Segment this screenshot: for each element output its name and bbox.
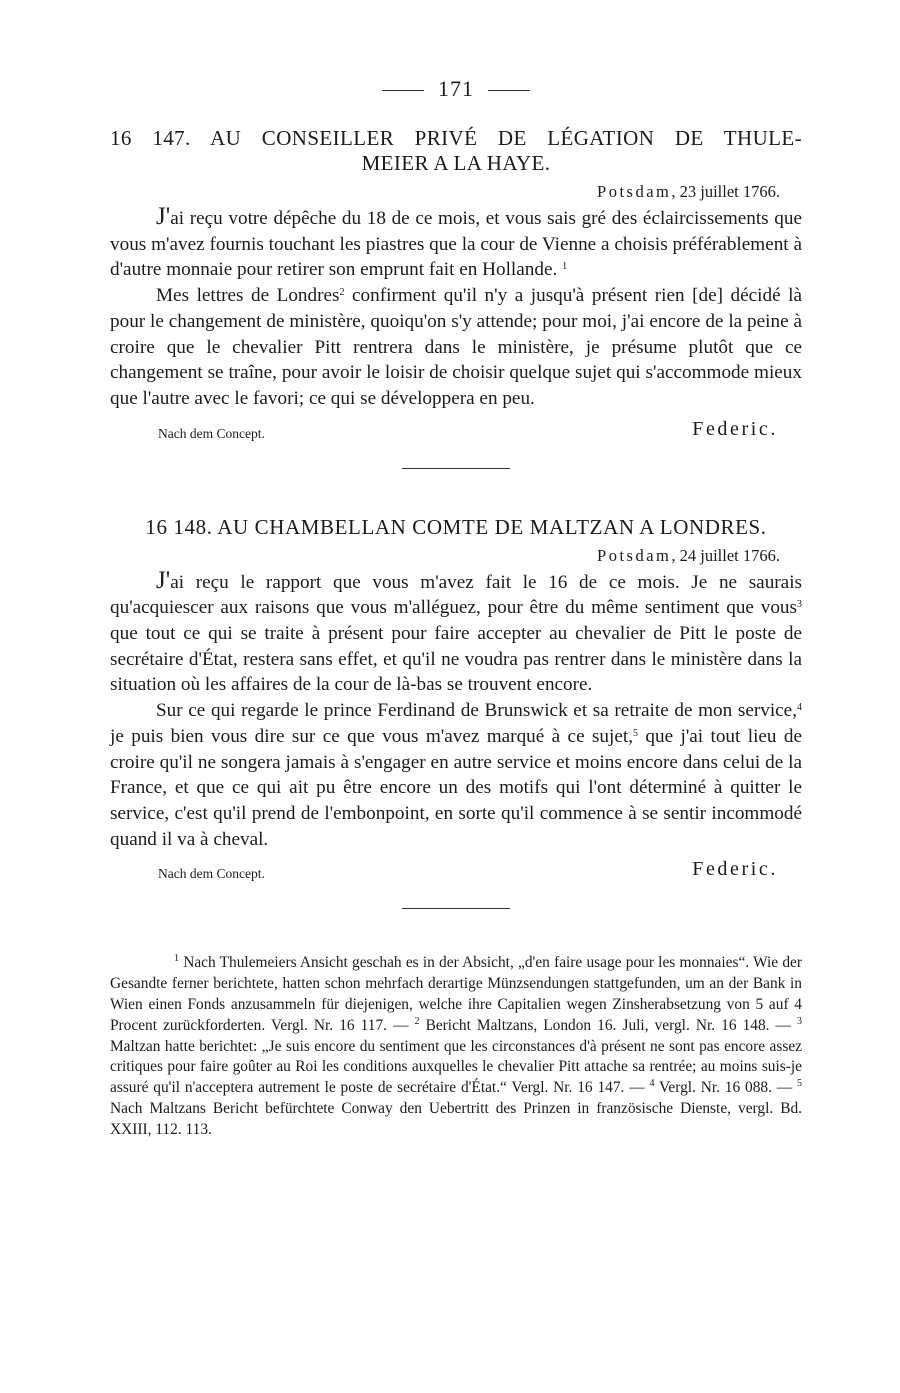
letter-paragraph — [110, 698, 802, 852]
paragraph-text: je puis bien vous dire sur ce que vous m'avez marqué à ce sujet, — [110, 725, 634, 747]
paragraph-text: J'ai reçu le rapport que vous m'avez fait le 16 de ce mois. Je ne saurais qu'acquiescer aux raisons que vous m'alléguez, pour être du même sentiment que vous — [110, 566, 802, 619]
letter-dateline — [110, 546, 780, 566]
page-number: 171 — [438, 76, 474, 101]
paragraph-text: Mes lettres de Londres — [156, 285, 340, 307]
dateline-place: Potsdam — [597, 182, 672, 201]
footnote-text: Bericht Maltzans, London 16. Juli, vergl. Nr. 16 148. — — [419, 1016, 798, 1034]
footnotes — [110, 953, 802, 1140]
page-header — [110, 76, 802, 102]
letter-closing — [110, 858, 802, 886]
source-note: Nach dem Concept. — [158, 866, 265, 882]
dateline-date: , 24 juillet 1766. — [671, 545, 780, 565]
footnote-ref: 4 — [797, 702, 802, 714]
paragraph-text: que tout ce qui se traite à présent pour faire accepter au chevalier de Pitt le poste de secrétaire d'État, restera sans effet, et qu'il ne voudra pas rentrer dans le ministère dans la situation où les affaires de la cour de là-bas se trouvent encore. — [110, 623, 802, 696]
footnote-ref: 3 — [797, 599, 802, 611]
dateline-place: Potsdam — [597, 545, 672, 565]
signature: Federic. — [692, 417, 778, 440]
document-page — [110, 76, 802, 1141]
footnote-text: Nach Maltzans Bericht befürchtete Conway den Uebertritt des Prinzen in französische Dienste, vergl. Bd. XXIII, 112. 113. — [110, 1099, 802, 1138]
footnote-ref: 2 — [339, 287, 345, 299]
header-dash-right — [488, 90, 530, 91]
letter-paragraph — [110, 568, 802, 699]
paragraph-text: Sur ce qui regarde le prince Ferdinand de Brunswick et sa retraite de mon service, — [156, 700, 797, 722]
footnote-mark: 5 — [797, 1078, 802, 1090]
footnote-text: Vergl. Nr. 16 088. — — [654, 1079, 797, 1097]
letter-16147 — [110, 126, 802, 469]
source-note: Nach dem Concept. — [158, 425, 265, 441]
footnote-mark: 4 — [649, 1078, 655, 1090]
letter-heading: 16 148. AU CHAMBELLAN COMTE DE MALTZAN A LONDRES. — [145, 514, 767, 539]
footnote-mark: 1 — [174, 953, 179, 965]
section-divider — [402, 468, 510, 469]
footnote-mark: 2 — [414, 1015, 420, 1027]
dateline-date: , 23 juillet 1766. — [671, 182, 780, 201]
letter-dateline — [110, 182, 780, 202]
letter-paragraph — [110, 204, 802, 283]
paragraph-text: J'ai reçu votre dépêche du 18 de ce mois, et vous sais gré des éclaircissements que vous m'avez fournis touchant les piastres que la cour de Vienne a choisis préférablement à d'autre monnaie pour retirer son emprunt fait en Hollande. — [110, 203, 802, 281]
letter-paragraph — [110, 283, 802, 412]
letter-heading-line-1: 16 147. AU CONSEILLER PRIVÉ DE LÉGATION DE THULE- — [110, 126, 802, 150]
section-divider — [402, 908, 510, 909]
footnote-ref: 1 — [562, 261, 568, 273]
signature: Federic. — [692, 858, 778, 881]
footnote-ref: 5 — [633, 727, 639, 739]
header-dash-left — [382, 90, 424, 91]
letter-heading-line-2: MEIER A LA HAYE. — [361, 151, 551, 175]
footnote-mark: 3 — [797, 1015, 803, 1027]
letter-closing — [110, 418, 802, 446]
paragraph-text: que j'ai tout lieu de croire qu'il ne songera jamais à s'engager en autre service et moins encore dans celui de la France, et que ce qui ait pu être encore un des motifs qui l'ont déterminé à quitter le service, c'est qu'il prend de l'embonpoint, en sorte qu'il commence à se sentir incommodé quand il va à cheval. — [110, 725, 803, 850]
footnote-text: Maltzan hatte berichtet: „Je suis encore du sentiment que les circonstances d'à présent ne sont pas encore assez critiques pour faire goûter au Roi les conditions auxquelles le chevalier Pitt attache sa rentrée; au moins suis-je assuré qu'il n'acceptera autrement le poste de secrétaire d'État.“ Vergl. Nr. 16 147. — — [110, 1037, 802, 1097]
letter-16148 — [110, 515, 802, 910]
paragraph-text: confirment qu'il n'y a jusqu'à présent rien [de] décidé là pour le changement de ministère, quoiqu'on s'y attende; pour moi, j'ai encore de la peine à croire que le chevalier Pitt rentrera dans le ministère, je présume plutôt que ce changement se traîne, pour avoir le loisir de choisir quelque sujet qui s'accommode mieux que l'autre avec le favori; ce qui se développera en peu. — [110, 285, 802, 409]
footnote-text: Nach Thulemeiers Ansicht geschah es in der Absicht, „d'en faire usage pour les monnaies“. Wie der Gesandte ferner berichtete, hatten schon mehrfach derartige Münzsendungen stattgefunden, um an der Bank in Wien einen Fonds anzusammeln für diejenigen, welche ihre Capitalien wegen Zinsherabsetzung von 5 auf 4 Procent zurückforderten. Vergl. Nr. 16 117. — — [110, 954, 802, 1034]
